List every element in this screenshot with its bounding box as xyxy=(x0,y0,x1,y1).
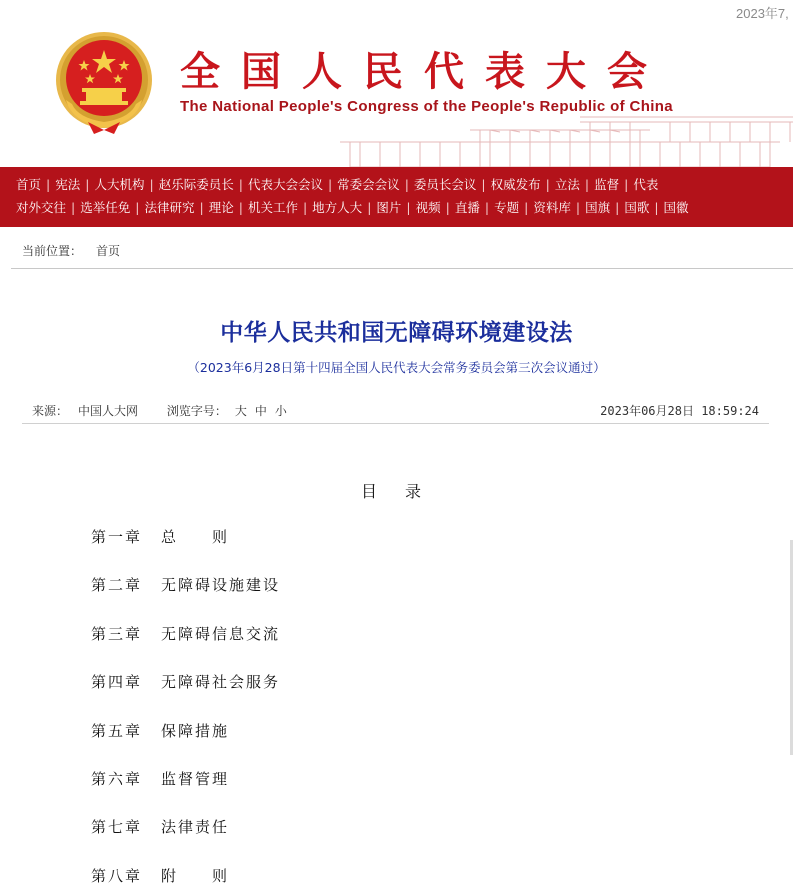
article-title: 中华人民共和国无障碍环境建设法 xyxy=(220,319,573,346)
font-size-large-button[interactable]: 大 xyxy=(234,404,247,418)
site-title: 全国人民代表大会 xyxy=(180,48,668,95)
nav-item-releases[interactable]: 权威发布 xyxy=(490,177,541,192)
great-hall-illustration xyxy=(330,112,793,167)
toc-item xyxy=(91,867,280,892)
nav-item-foreign-affairs[interactable]: 对外交往 xyxy=(16,200,67,215)
nav-item-national-anthem[interactable]: 国歌 xyxy=(624,200,650,215)
toc-item xyxy=(91,722,280,770)
toc-heading-right: 录 xyxy=(405,482,422,501)
nav-item-local-congress[interactable]: 地方人大 xyxy=(312,200,363,215)
divider xyxy=(11,268,793,269)
divider xyxy=(22,423,769,424)
toc-chapter-name: 监督管理 xyxy=(161,769,230,788)
nav-row-1 xyxy=(16,175,793,198)
site-header xyxy=(0,0,793,167)
breadcrumb xyxy=(22,242,120,259)
nav-separator: | xyxy=(624,177,629,192)
toc-chapter-name: 法律责任 xyxy=(161,818,230,837)
toc-item xyxy=(91,625,280,673)
nav-item-database[interactable]: 资料库 xyxy=(533,200,571,215)
nav-separator: | xyxy=(302,200,308,215)
toc-chapter-name: 保障措施 xyxy=(161,721,230,740)
font-size-small-button[interactable]: 小 xyxy=(274,404,287,418)
nav-separator: | xyxy=(524,200,529,215)
toc-chapter: 第八章 xyxy=(91,866,143,885)
table-of-contents xyxy=(91,528,280,892)
nav-separator: | xyxy=(406,200,411,215)
nav-item-home[interactable]: 首页 xyxy=(16,177,42,192)
toc-item xyxy=(91,818,280,866)
toc-item xyxy=(91,528,280,576)
nav-item-deputies[interactable]: 代表 xyxy=(633,177,659,192)
site-subtitle: The National People's Congress of the People's Republic of China xyxy=(180,98,673,115)
toc-chapter: 第五章 xyxy=(91,721,143,740)
nav-item-videos[interactable]: 视频 xyxy=(415,200,441,215)
nav-separator: | xyxy=(149,177,154,192)
nav-separator: | xyxy=(654,200,659,215)
nav-item-supervision[interactable]: 监督 xyxy=(594,177,620,192)
nav-item-chairmen-council[interactable]: 委员长会议 xyxy=(413,177,477,192)
nav-separator: | xyxy=(404,177,409,192)
nav-separator: | xyxy=(71,200,76,215)
nav-separator: | xyxy=(85,177,90,192)
toc-heading xyxy=(361,479,421,502)
nav-item-national-flag[interactable]: 国旗 xyxy=(585,200,611,215)
toc-chapter: 第三章 xyxy=(91,624,143,643)
nav-item-national-emblem[interactable]: 国徽 xyxy=(663,200,689,215)
main-navigation xyxy=(0,167,793,227)
toc-chapter-name: 无障碍设施建设 xyxy=(161,576,281,595)
nav-separator: | xyxy=(46,177,51,192)
toc-chapter: 第二章 xyxy=(91,576,143,595)
nav-separator: | xyxy=(545,177,550,192)
nav-separator: | xyxy=(481,177,486,192)
national-emblem-icon xyxy=(52,30,157,135)
toc-chapter: 第六章 xyxy=(91,769,143,788)
article-subtitle: （2023年6月28日第十四届全国人民代表大会常务委员会第三次会议通过） xyxy=(187,360,606,375)
source-value: 中国人大网 xyxy=(78,404,139,418)
nav-item-photos[interactable]: 图片 xyxy=(376,200,402,215)
nav-separator: | xyxy=(484,200,490,215)
nav-separator: | xyxy=(367,200,372,215)
font-size-label: 浏览字号： xyxy=(166,404,227,418)
toc-item xyxy=(91,576,280,624)
font-size-medium-button[interactable]: 中 xyxy=(254,404,267,418)
publish-datetime: 2023年06月28日 18:59:24 xyxy=(600,404,759,418)
nav-separator: | xyxy=(575,200,581,215)
toc-chapter-name: 无障碍信息交流 xyxy=(161,624,281,643)
nav-item-standing-committee-sessions[interactable]: 常委会会议 xyxy=(337,177,400,192)
toc-chapter: 第一章 xyxy=(91,528,143,546)
nav-item-npc-organs[interactable]: 人大机构 xyxy=(94,177,145,192)
nav-separator: | xyxy=(199,200,204,215)
source-label: 来源： xyxy=(32,404,69,418)
nav-item-chairman[interactable]: 赵乐际委员长 xyxy=(158,177,234,192)
toc-chapter-name: 总 则 xyxy=(161,528,230,546)
toc-item xyxy=(91,673,280,721)
nav-item-elections[interactable]: 选举任免 xyxy=(80,200,131,215)
nav-separator: | xyxy=(584,177,590,192)
toc-chapter-name: 附 则 xyxy=(161,866,230,885)
nav-item-agency-work[interactable]: 机关工作 xyxy=(247,200,298,215)
nav-separator: | xyxy=(615,200,620,215)
breadcrumb-label: 当前位置： xyxy=(22,244,83,258)
toc-heading-left: 目 xyxy=(361,482,378,501)
nav-item-legislation[interactable]: 立法 xyxy=(554,177,580,192)
toc-chapter-name: 无障碍社会服务 xyxy=(161,673,281,692)
nav-separator: | xyxy=(238,200,243,215)
article-meta xyxy=(32,402,759,419)
toc-chapter: 第四章 xyxy=(91,673,143,692)
nav-separator: | xyxy=(445,200,450,215)
toc-chapter: 第七章 xyxy=(91,818,143,837)
nav-separator: | xyxy=(327,177,333,192)
nav-row-2 xyxy=(16,198,793,221)
nav-separator: | xyxy=(135,200,140,215)
nav-item-theory[interactable]: 理论 xyxy=(208,200,234,215)
nav-item-legal-research[interactable]: 法律研究 xyxy=(144,200,195,215)
nav-item-congress-sessions[interactable]: 代表大会会议 xyxy=(247,177,323,192)
nav-item-live[interactable]: 直播 xyxy=(454,200,480,215)
breadcrumb-home-link[interactable]: 首页 xyxy=(96,244,121,258)
toc-item xyxy=(91,770,280,818)
nav-item-constitution[interactable]: 宪法 xyxy=(55,177,81,192)
top-date: 2023年7, xyxy=(736,6,789,21)
nav-separator: | xyxy=(238,177,243,192)
nav-item-topics[interactable]: 专题 xyxy=(494,200,520,215)
